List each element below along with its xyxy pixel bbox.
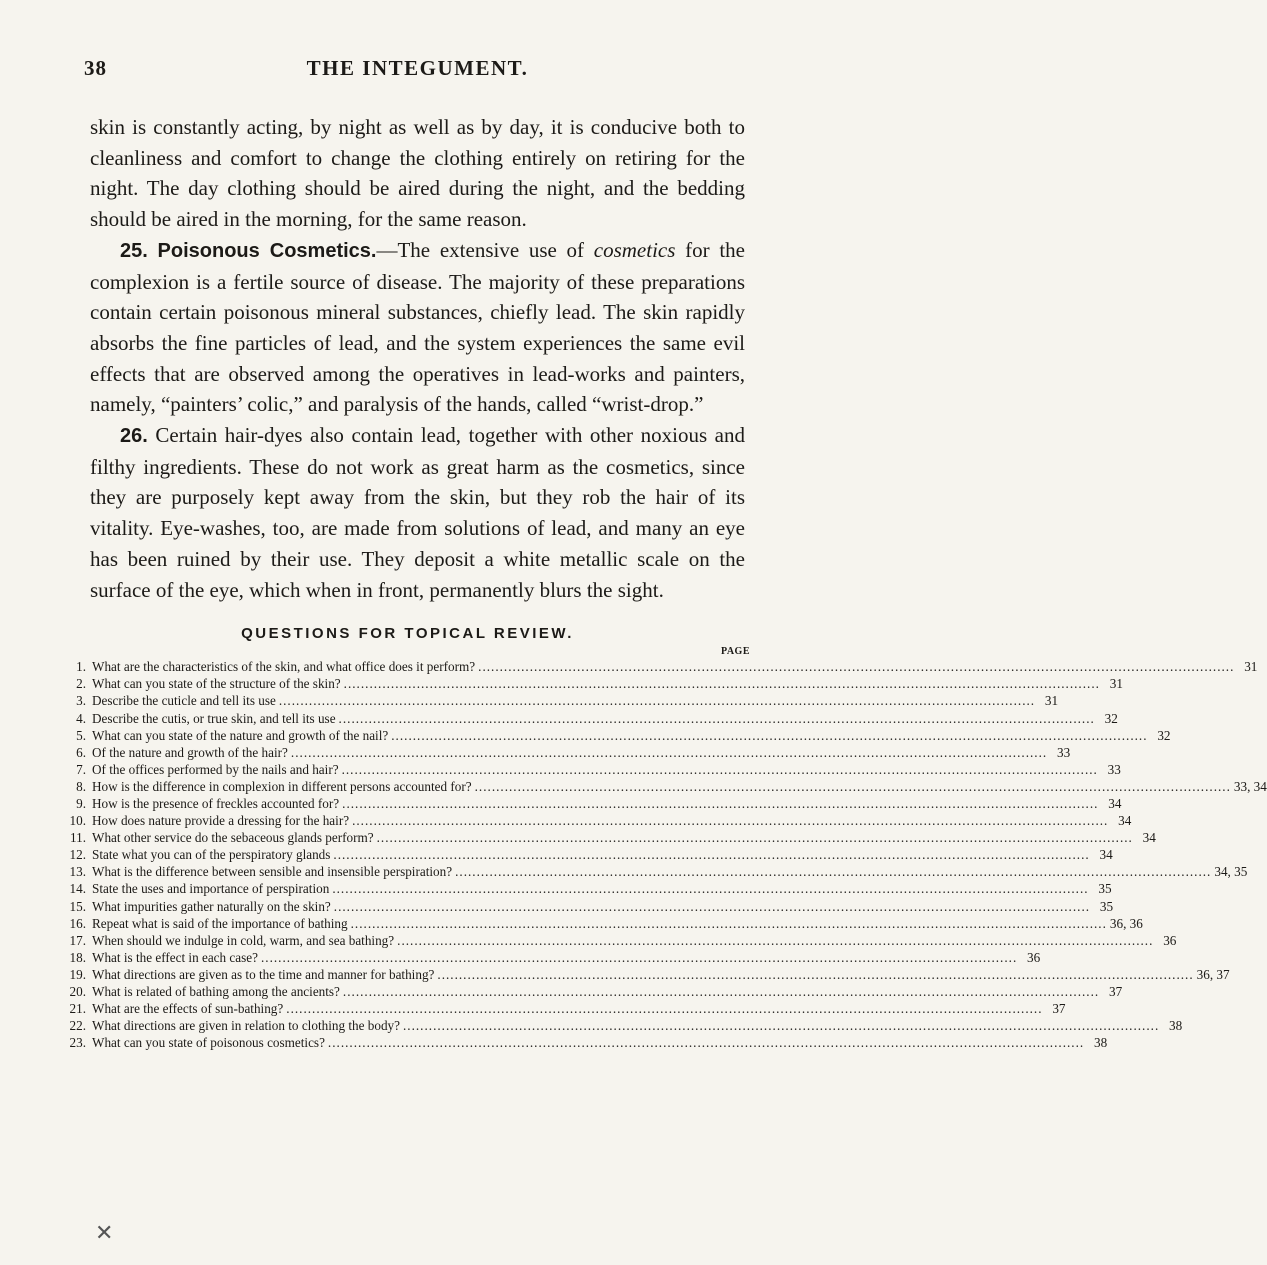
question-page: 31 (1109, 676, 1123, 692)
section-25-paragraph (90, 235, 745, 420)
section-number: 26. (120, 425, 148, 448)
question-text: What are the effects of sun-bathing? (92, 1001, 284, 1017)
page-header (84, 46, 745, 86)
question-text: What is the effect in each case? (92, 949, 258, 965)
question-row (52, 812, 1132, 829)
body-text (90, 112, 745, 605)
dot-leader (475, 778, 1231, 795)
question-text: Describe the cuticle and tell its use (92, 693, 276, 709)
question-text: Repeat what is said of the importance of bathing (92, 915, 348, 931)
question-text: When should we indulge in cold, warm, and sea bathing? (92, 932, 395, 948)
question-text: What can you state of the structure of the skin? (92, 676, 341, 692)
question-number: 14. (69, 881, 86, 897)
question-row (52, 692, 1059, 709)
section-25-text: for the complexion is a fertile source of disease. The majority of these preparations contain certain poisonous mineral substances, chiefly lead. The skin rapidly absorbs the fine particles of lead, and the system experiences the same evil effects that are observed among the operatives in lead-works and painters, namely, “painters’ colic,” and paralysis of the hands, called “wrist-drop.” (90, 237, 745, 417)
dot-leader (328, 1034, 1084, 1051)
dot-leader (342, 795, 1098, 812)
question-row (52, 880, 1112, 897)
dot-leader (279, 692, 1035, 709)
section-26-paragraph (90, 420, 745, 605)
question-page: 38 (1093, 1035, 1108, 1051)
question-row (52, 1000, 1066, 1017)
dot-leader (352, 812, 1108, 829)
question-row (52, 761, 1121, 778)
question-number: 22. (69, 1018, 86, 1034)
dot-leader (286, 1000, 1042, 1017)
question-number: 7. (76, 761, 86, 777)
question-number: 10. (69, 813, 86, 829)
section-title: Poisonous Cosmetics. (157, 239, 377, 262)
dot-leader (377, 829, 1133, 846)
question-row (52, 675, 1123, 692)
question-row (52, 949, 1041, 966)
question-row (52, 710, 1118, 727)
question-text: What are the characteristics of the skin, and what office does it perform? (92, 659, 476, 675)
question-number: 1. (76, 659, 86, 675)
question-number: 4. (76, 710, 86, 726)
dot-leader (391, 727, 1147, 744)
question-number: 5. (76, 727, 86, 743)
question-page: 38 (1169, 1018, 1183, 1034)
question-number: 23. (69, 1035, 86, 1051)
dot-leader (351, 915, 1107, 932)
question-row (52, 966, 1230, 983)
question-number: 12. (69, 847, 86, 863)
question-row (52, 1017, 1183, 1034)
question-text: Describe the cutis, or true skin, and tell its use (92, 710, 336, 726)
dot-leader (339, 710, 1095, 727)
question-number: 20. (69, 984, 86, 1000)
question-page: 33 (1107, 761, 1121, 777)
question-row (52, 932, 1177, 949)
question-page: 35 (1099, 898, 1114, 914)
question-row (52, 829, 1156, 846)
question-row (52, 1034, 1108, 1051)
question-number: 17. (69, 932, 86, 948)
question-row (52, 727, 1171, 744)
question-text: What other service do the sebaceous glands perform? (92, 830, 374, 846)
question-page: 37 (1052, 1001, 1066, 1017)
question-row (52, 983, 1123, 1000)
dot-leader (343, 983, 1099, 1000)
question-number: 13. (69, 864, 86, 880)
question-number: 15. (69, 898, 86, 914)
section-number: 25. (120, 239, 148, 262)
printer-mark: ✕ (95, 1220, 114, 1245)
questions-heading: QUESTIONS FOR TOPICAL REVIEW. (241, 625, 574, 643)
question-page: 34 (1142, 830, 1156, 846)
questions-list (52, 646, 1267, 1051)
question-text: State what you can of the perspiratory glands (92, 847, 331, 863)
question-number: 3. (76, 693, 86, 709)
dot-leader (437, 966, 1193, 983)
question-row (52, 658, 1258, 675)
question-text: What directions are given in relation to clothing the body? (92, 1018, 400, 1034)
question-page: 31 (1244, 659, 1258, 675)
question-page: 33 (1056, 744, 1071, 760)
question-page: 36, 37 (1196, 966, 1230, 982)
question-text: What can you state of poisonous cosmetics? (92, 1035, 325, 1051)
section-26-text: Certain hair-dyes also contain lead, together with other noxious and filthy ingredients. These do not work as great harm as the cosmetics, since they are purposely kept away from the skin, but they rob the hair of its vitality. Eye-washes, too, are made from solutions of lead, and many an eye has been ruined by their use. They deposit a white metallic scale on the surface of the eye, which when in front, permanently blurs the sight. (90, 423, 745, 602)
question-page: 37 (1108, 984, 1123, 1000)
question-text: How is the difference in complexion in different persons accounted for? (92, 778, 472, 794)
dot-leader (334, 898, 1090, 915)
question-text: Of the offices performed by the nails and hair? (92, 761, 339, 777)
question-page: 32 (1157, 727, 1171, 743)
book-page (69, 46, 1267, 1051)
question-page: 32 (1104, 710, 1118, 726)
question-number: 16. (69, 915, 86, 931)
question-row (52, 915, 1143, 932)
page-number: 38 (84, 56, 107, 80)
section-25-lead: —The extensive use of (376, 237, 594, 262)
question-number: 9. (76, 796, 86, 811)
question-text: What directions are given as to the time and manner for bathing? (92, 966, 435, 982)
page-column-label: PAGE (720, 646, 750, 658)
question-number: 18. (69, 949, 86, 965)
dot-leader (332, 880, 1088, 897)
dot-leader (333, 846, 1089, 863)
emphasis-term: cosmetics (593, 237, 676, 262)
question-number: 8. (76, 778, 86, 794)
question-text: How is the presence of freckles accounted for? (92, 796, 340, 811)
intro-paragraph: skin is constantly acting, by night as well as by day, it is conducive both to cleanliness and comfort to change the clothing entirely on retiring for the night. The day clothing should be aired during the night, and the bedding should be aired in the morning, for the same reason. (90, 115, 745, 232)
question-number: 11. (70, 830, 86, 846)
question-page: 35 (1098, 881, 1112, 897)
question-row (52, 898, 1114, 915)
question-number: 2. (76, 676, 86, 692)
question-page: 34 (1099, 847, 1113, 863)
question-row (52, 863, 1248, 880)
question-row (52, 795, 1122, 812)
question-page: 33, 34 (1233, 778, 1267, 794)
dot-leader (261, 949, 1017, 966)
question-page: 36 (1163, 932, 1177, 948)
dot-leader (342, 761, 1098, 778)
dot-leader (291, 744, 1047, 761)
question-number: 21. (69, 1001, 86, 1017)
dot-leader (397, 932, 1153, 949)
dot-leader (455, 863, 1211, 880)
dot-leader (478, 658, 1234, 675)
question-text: What is the difference between sensible and insensible perspiration? (92, 864, 453, 880)
question-text: Of the nature and growth of the hair? (92, 744, 288, 760)
question-row (52, 744, 1071, 761)
question-number: 6. (76, 744, 86, 760)
dot-leader (403, 1017, 1159, 1034)
question-page: 36, 36 (1109, 915, 1143, 931)
question-row (52, 778, 1267, 795)
question-number: 19. (69, 966, 86, 982)
question-text: What impurities gather naturally on the skin? (92, 898, 331, 914)
question-page: 34 (1108, 796, 1122, 811)
question-text: What is related of bathing among the ancients? (92, 984, 340, 1000)
question-page: 36 (1027, 949, 1041, 965)
running-title: THE INTEGUMENT. (306, 56, 529, 80)
dot-leader (344, 675, 1100, 692)
question-row (52, 846, 1113, 863)
question-text: How does nature provide a dressing for the hair? (92, 813, 350, 829)
question-text: What can you state of the nature and growth of the nail? (92, 727, 389, 743)
question-page: 31 (1044, 693, 1059, 709)
question-page: 34, 35 (1214, 864, 1248, 880)
question-page: 34 (1118, 813, 1132, 829)
question-text: State the uses and importance of perspiration (92, 881, 330, 897)
